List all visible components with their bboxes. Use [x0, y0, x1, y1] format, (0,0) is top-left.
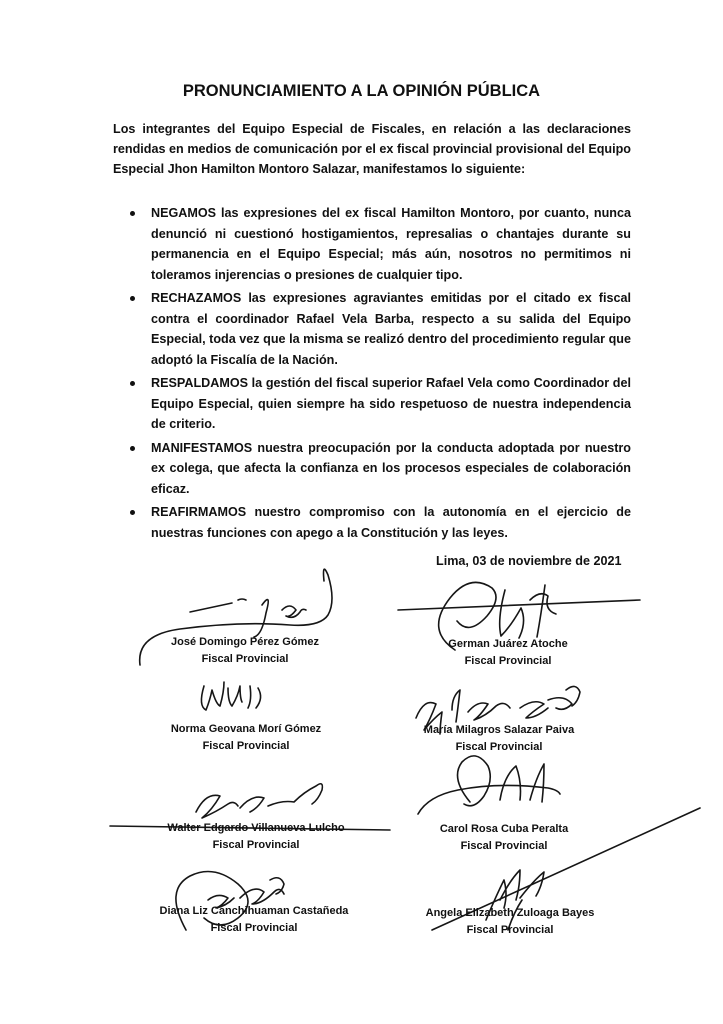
document-title: PRONUNCIAMIENTO A LA OPINIÓN PÚBLICA: [182, 82, 541, 100]
signature-mori-gomez: [201, 682, 260, 710]
signatory-name: José Domingo Pérez Gómez: [171, 636, 319, 648]
signatory-name: Angela Elizabeth Zuloaga Bayes: [425, 907, 595, 919]
signatory-block: [418, 636, 598, 670]
signatory-role: Fiscal Provincial: [201, 653, 289, 665]
signatory-role: Fiscal Provincial: [455, 741, 543, 753]
signatory-block: [399, 722, 599, 756]
signatory-role: Fiscal Provincial: [460, 840, 548, 852]
signatory-name: Carol Rosa Cuba Peralta: [439, 823, 569, 835]
signatory-name: German Juárez Atoche: [448, 638, 568, 650]
statement-text: MANIFESTAMOS nuestra preocupación por la conducta adoptada por nuestro ex colega, que afecta la confianza en los procesos especiales de colaboración eficaz.: [151, 440, 631, 496]
signatory-block: [134, 903, 374, 937]
signatory-name: Norma Geovana Morí Gómez: [170, 723, 322, 735]
signatory-block: [146, 820, 366, 854]
signatory-block: [404, 821, 604, 855]
statement-text: RESPALDAMOS la gestión del fiscal superior Rafael Vela como Coordinador del Equipo Especial, quien siempre ha sido respetuoso de nuestra independencia de criterio.: [151, 376, 631, 431]
signatory-block: [400, 905, 620, 939]
signatory-name: Walter Edgardo Villanueva Lulcho: [167, 822, 345, 834]
signatory-block: [155, 634, 335, 668]
document-date: Lima, 03 de noviembre de 2021: [436, 554, 622, 568]
signature-cuba-peralta: [418, 756, 560, 814]
signatory-role: Fiscal Provincial: [202, 740, 290, 752]
signatory-name: Diana Liz Canchihuaman Castañeda: [159, 905, 349, 917]
statement-text: RECHAZAMOS las expresiones agraviantes emitidas por el citado ex fiscal contra el coordinador Rafael Vela Barba, respecto a su salida del Equipo Especial, toda vez que la misma se realizó dentro del procedimiento regular que adoptó la Fiscalía de la Nación.: [151, 291, 631, 367]
signatory-role: Fiscal Provincial: [210, 922, 298, 934]
signatory-role: Fiscal Provincial: [466, 924, 554, 936]
signatory-role: Fiscal Provincial: [464, 655, 552, 667]
intro-paragraph: Los integrantes del Equipo Especial de Fiscales, en relación a las declaraciones rendidas en medios de comunicación por el ex fiscal provincial provisional del Equipo Especial Jhon Hamilton Montoro Salazar, manifestamos lo siguiente:: [113, 122, 631, 176]
statement-text: NEGAMOS las expresiones del ex fiscal Hamilton Montoro, por cuanto, nunca denunció ni cuestionó hostigamientos, represalias o chantajes durante su permanencia en el Equipo Especial; más aún, nosotros no permitimos ni toleramos injerencias o presiones de cualquier tipo.: [151, 206, 631, 282]
signatory-name: María Milagros Salazar Paiva: [423, 724, 575, 736]
signatory-role: Fiscal Provincial: [212, 839, 300, 851]
signatory-block: [146, 721, 346, 755]
statement-text: REAFIRMAMOS nuestro compromiso con la autonomía en el ejercicio de nuestras funciones con apego a la Constitución y las leyes.: [151, 505, 631, 540]
